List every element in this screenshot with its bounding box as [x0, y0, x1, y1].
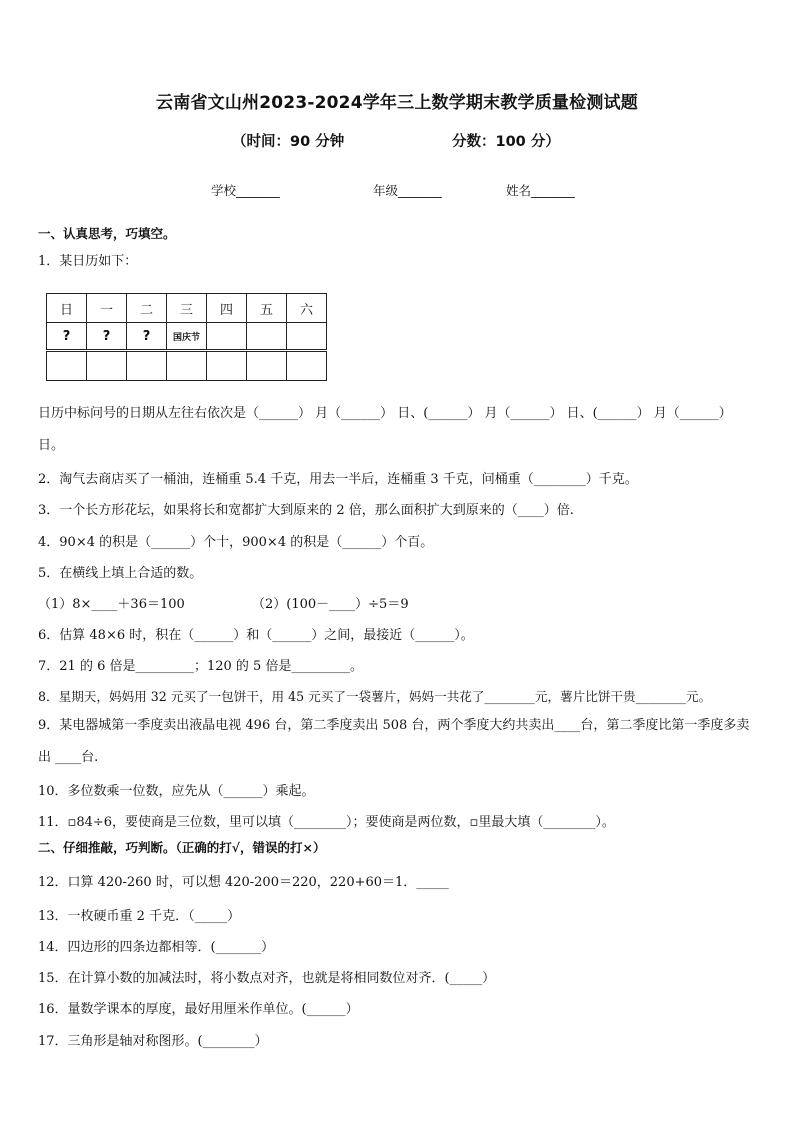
calendar-header-cell: 三	[167, 294, 207, 323]
exam-score: 分数：100 分）	[452, 134, 560, 150]
calendar-header-cell: 二	[127, 294, 167, 323]
calendar-cell	[207, 351, 247, 381]
question-5b: （2）(100－____）÷5＝9	[252, 597, 409, 612]
grade-field: 年级_______	[373, 183, 442, 198]
school-field: 学校_______	[211, 183, 280, 198]
calendar-header-cell: 一	[87, 294, 127, 323]
question-2: 2．淘气去商店买了一桶油，连桶重 5.4 千克，用去一半后，连桶重 3 千克，问桶重（________）千克。	[38, 472, 638, 487]
calendar-table	[46, 293, 327, 381]
calendar-cell	[207, 323, 247, 351]
question-5a: （1）8×____＋36＝100	[38, 597, 185, 612]
calendar-cell	[247, 351, 287, 381]
page-title: 云南省文山州2023-2024学年三上数学期末教学质量检测试题	[156, 93, 638, 113]
question-7: 7．21 的 6 倍是_________；120 的 5 倍是_________。	[38, 659, 363, 674]
calendar-cell: 国庆节	[167, 323, 207, 351]
calendar-cell	[287, 323, 327, 351]
question-1-text: 日历中标问号的日期从左往右依次是（______） 月（______） 日、(______） 月（______） 日、(______） 月（______） 日。	[38, 406, 732, 453]
calendar-cell: ?	[47, 323, 87, 351]
exam-time: （时间：90 分钟	[232, 134, 345, 150]
calendar-header-cell: 日	[47, 294, 87, 323]
question-15: 15．在计算小数的加减法时，将小数点对齐，也就是将相同数位对齐．(_____）	[38, 971, 496, 986]
question-4: 4．90×4 的积是（______）个十，900×4 的积是（______）个百。	[38, 535, 434, 550]
name-field: 姓名_______	[506, 183, 575, 198]
calendar-cell	[247, 323, 287, 351]
calendar-cell	[87, 351, 127, 381]
question-17: 17．三角形是轴对称图形。(________）	[38, 1034, 268, 1049]
calendar-cell	[127, 351, 167, 381]
calendar-header-cell: 四	[207, 294, 247, 323]
question-12: 12．口算 420-260 时，可以想 420-200＝220，220+60＝1．_____	[38, 875, 449, 890]
question-14: 14．四边形的四条边都相等．(_______）	[38, 940, 275, 955]
question-13: 13．一枚硬币重 2 千克．（_____）	[38, 909, 241, 924]
calendar-header-cell: 六	[287, 294, 327, 323]
calendar-header-cell: 五	[247, 294, 287, 323]
question-9: 9．某电器城第一季度卖出液晶电视 496 台，第二季度卖出 508 台，两个季度大约共卖出____台，第二季度比第一季度多卖出 ____台.	[38, 718, 750, 765]
section-2-heading: 二、仔细推敲，巧判断。（正确的打√，错误的打×）	[38, 840, 326, 855]
calendar-cell: ?	[127, 323, 167, 351]
question-11: 11．▫84÷6，要使商是三位数，里可以填（________）；要使商是两位数，▫里最大填（________）。	[38, 815, 615, 830]
calendar-cell	[167, 351, 207, 381]
question-6: 6．估算 48×6 时，积在（______）和（______）之间，最接近（______）。	[38, 628, 474, 643]
calendar-cell	[287, 351, 327, 381]
question-8: 8．星期天，妈妈用 32 元买了一包饼干，用 45 元买了一袋薯片，妈妈一共花了________元，薯片比饼干贵________元。	[38, 689, 712, 704]
question-5: 5．在横线上填上合适的数。	[38, 566, 203, 581]
question-10: 10．多位数乘一位数，应先从（______）乘起。	[38, 784, 315, 799]
question-16: 16．量数学课本的厚度，最好用厘米作单位。(______）	[38, 1002, 359, 1017]
question-3: 3．一个长方形花坛，如果将长和宽都扩大到原来的 2 倍，那么面积扩大到原来的（____）倍.	[38, 503, 574, 518]
question-1: 1．某日历如下：	[38, 254, 138, 269]
calendar-cell: ?	[87, 323, 127, 351]
calendar-cell	[47, 351, 87, 381]
section-1-heading: 一、认真思考，巧填空。	[38, 226, 176, 241]
